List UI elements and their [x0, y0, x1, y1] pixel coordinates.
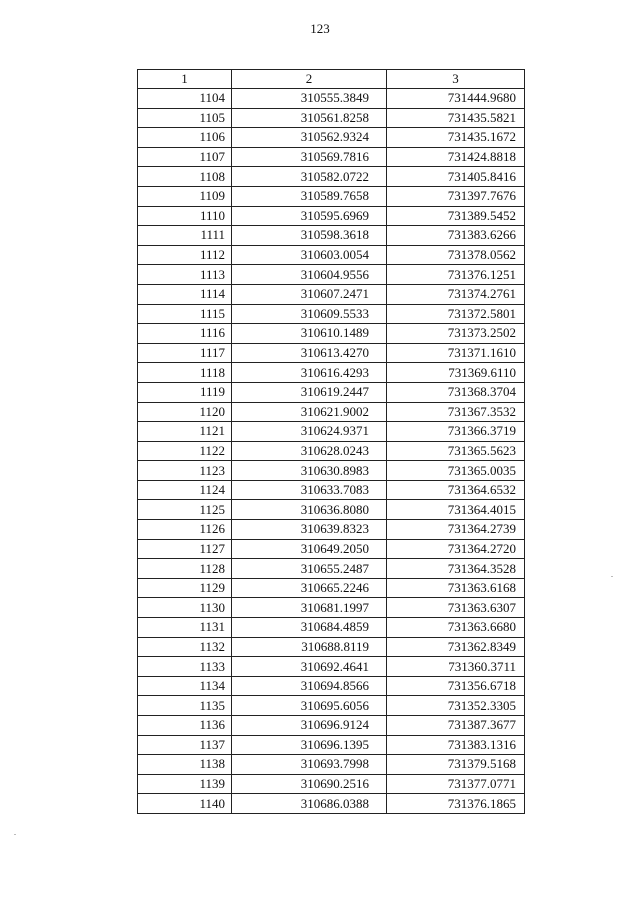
table-row	[138, 245, 525, 265]
table-row	[138, 422, 525, 442]
point-number-cell: 1105	[138, 108, 232, 128]
table-row	[138, 206, 525, 226]
y-coordinate-cell: 731356.6718	[387, 676, 525, 696]
y-coordinate-cell: 731372.5801	[387, 304, 525, 324]
point-number-cell: 1122	[138, 441, 232, 461]
y-coordinate-cell: 731363.6680	[387, 618, 525, 638]
table-row	[138, 755, 525, 775]
x-coordinate-cell: 310616.4293	[232, 363, 387, 383]
table-row	[138, 265, 525, 285]
y-coordinate-cell: 731435.5821	[387, 108, 525, 128]
y-coordinate-cell: 731424.8818	[387, 147, 525, 167]
point-number-cell: 1118	[138, 363, 232, 383]
point-number-cell: 1109	[138, 186, 232, 206]
table-row	[138, 284, 525, 304]
point-number-cell: 1134	[138, 676, 232, 696]
y-coordinate-cell: 731364.2720	[387, 539, 525, 559]
table-row	[138, 735, 525, 755]
x-coordinate-cell: 310649.2050	[232, 539, 387, 559]
table-row	[138, 441, 525, 461]
x-coordinate-cell: 310603.0054	[232, 245, 387, 265]
y-coordinate-cell: 731364.4015	[387, 500, 525, 520]
x-coordinate-cell: 310639.8323	[232, 520, 387, 540]
scan-speck	[611, 576, 613, 577]
point-number-cell: 1113	[138, 265, 232, 285]
table-row	[138, 716, 525, 736]
x-coordinate-cell: 310619.2447	[232, 382, 387, 402]
x-coordinate-cell: 310555.3849	[232, 89, 387, 109]
table-row	[138, 147, 525, 167]
y-coordinate-cell: 731352.3305	[387, 696, 525, 716]
point-number-cell: 1104	[138, 89, 232, 109]
column-header-3: 3	[387, 70, 525, 89]
point-number-cell: 1133	[138, 657, 232, 677]
table-row	[138, 637, 525, 657]
x-coordinate-cell: 310694.8566	[232, 676, 387, 696]
x-coordinate-cell: 310607.2471	[232, 284, 387, 304]
y-coordinate-cell: 731371.1610	[387, 343, 525, 363]
y-coordinate-cell: 731367.3532	[387, 402, 525, 422]
x-coordinate-cell: 310610.1489	[232, 324, 387, 344]
y-coordinate-cell: 731363.6307	[387, 598, 525, 618]
y-coordinate-cell: 731363.6168	[387, 578, 525, 598]
x-coordinate-cell: 310595.6969	[232, 206, 387, 226]
point-number-cell: 1106	[138, 128, 232, 148]
y-coordinate-cell: 731397.7676	[387, 186, 525, 206]
y-coordinate-cell: 731360.3711	[387, 657, 525, 677]
table-row	[138, 500, 525, 520]
y-coordinate-cell: 731383.6266	[387, 226, 525, 246]
point-number-cell: 1112	[138, 245, 232, 265]
x-coordinate-cell: 310686.0388	[232, 794, 387, 814]
table-row	[138, 598, 525, 618]
table-row	[138, 676, 525, 696]
table-row	[138, 618, 525, 638]
point-number-cell: 1126	[138, 520, 232, 540]
table-row	[138, 89, 525, 109]
x-coordinate-cell: 310696.9124	[232, 716, 387, 736]
x-coordinate-cell: 310681.1997	[232, 598, 387, 618]
table-row	[138, 402, 525, 422]
point-number-cell: 1107	[138, 147, 232, 167]
point-number-cell: 1117	[138, 343, 232, 363]
x-coordinate-cell: 310609.5533	[232, 304, 387, 324]
table-row	[138, 363, 525, 383]
x-coordinate-cell: 310613.4270	[232, 343, 387, 363]
table-body	[138, 89, 525, 814]
table-row	[138, 520, 525, 540]
point-number-cell: 1116	[138, 324, 232, 344]
y-coordinate-cell: 731383.1316	[387, 735, 525, 755]
x-coordinate-cell: 310598.3618	[232, 226, 387, 246]
table-row	[138, 343, 525, 363]
y-coordinate-cell: 731364.3528	[387, 559, 525, 579]
x-coordinate-cell: 310604.9556	[232, 265, 387, 285]
point-number-cell: 1128	[138, 559, 232, 579]
x-coordinate-cell: 310636.8080	[232, 500, 387, 520]
x-coordinate-cell: 310693.7998	[232, 755, 387, 775]
point-number-cell: 1115	[138, 304, 232, 324]
point-number-cell: 1140	[138, 794, 232, 814]
point-number-cell: 1130	[138, 598, 232, 618]
point-number-cell: 1124	[138, 480, 232, 500]
table-row	[138, 382, 525, 402]
y-coordinate-cell: 731435.1672	[387, 128, 525, 148]
table-row	[138, 696, 525, 716]
y-coordinate-cell: 731365.0035	[387, 461, 525, 481]
y-coordinate-cell: 731377.0771	[387, 774, 525, 794]
y-coordinate-cell: 731376.1865	[387, 794, 525, 814]
table-row	[138, 186, 525, 206]
table-row	[138, 128, 525, 148]
x-coordinate-cell: 310582.0722	[232, 167, 387, 187]
x-coordinate-cell: 310633.7083	[232, 480, 387, 500]
table-row	[138, 461, 525, 481]
table-row	[138, 794, 525, 814]
point-number-cell: 1120	[138, 402, 232, 422]
x-coordinate-cell: 310569.7816	[232, 147, 387, 167]
x-coordinate-cell: 310628.0243	[232, 441, 387, 461]
column-header-1: 1	[138, 70, 232, 89]
table-row	[138, 578, 525, 598]
y-coordinate-cell: 731387.3677	[387, 716, 525, 736]
y-coordinate-cell: 731389.5452	[387, 206, 525, 226]
table-row	[138, 774, 525, 794]
table-row	[138, 480, 525, 500]
point-number-cell: 1121	[138, 422, 232, 442]
table-row	[138, 539, 525, 559]
page-number: 123	[310, 21, 330, 36]
point-number-cell: 1119	[138, 382, 232, 402]
y-coordinate-cell: 731362.8349	[387, 637, 525, 657]
scan-speck	[14, 834, 16, 835]
table-row	[138, 167, 525, 187]
x-coordinate-cell: 310692.4641	[232, 657, 387, 677]
y-coordinate-cell: 731376.1251	[387, 265, 525, 285]
x-coordinate-cell: 310621.9002	[232, 402, 387, 422]
column-header-2: 2	[232, 70, 387, 89]
y-coordinate-cell: 731444.9680	[387, 89, 525, 109]
point-number-cell: 1139	[138, 774, 232, 794]
x-coordinate-cell: 310665.2246	[232, 578, 387, 598]
point-number-cell: 1131	[138, 618, 232, 638]
point-number-cell: 1123	[138, 461, 232, 481]
y-coordinate-cell: 731365.5623	[387, 441, 525, 461]
point-number-cell: 1125	[138, 500, 232, 520]
table-row	[138, 108, 525, 128]
point-number-cell: 1138	[138, 755, 232, 775]
y-coordinate-cell: 731374.2761	[387, 284, 525, 304]
point-number-cell: 1111	[138, 226, 232, 246]
x-coordinate-cell: 310690.2516	[232, 774, 387, 794]
table-row	[138, 657, 525, 677]
point-number-cell: 1136	[138, 716, 232, 736]
x-coordinate-cell: 310589.7658	[232, 186, 387, 206]
table-row	[138, 559, 525, 579]
table-header-row	[138, 70, 525, 89]
point-number-cell: 1137	[138, 735, 232, 755]
x-coordinate-cell: 310561.8258	[232, 108, 387, 128]
table-row	[138, 304, 525, 324]
point-number-cell: 1108	[138, 167, 232, 187]
x-coordinate-cell: 310655.2487	[232, 559, 387, 579]
y-coordinate-cell: 731364.6532	[387, 480, 525, 500]
x-coordinate-cell: 310562.9324	[232, 128, 387, 148]
y-coordinate-cell: 731364.2739	[387, 520, 525, 540]
y-coordinate-cell: 731369.6110	[387, 363, 525, 383]
point-number-cell: 1129	[138, 578, 232, 598]
x-coordinate-cell: 310696.1395	[232, 735, 387, 755]
y-coordinate-cell: 731379.5168	[387, 755, 525, 775]
y-coordinate-cell: 731366.3719	[387, 422, 525, 442]
coordinates-table	[137, 69, 525, 814]
table-row	[138, 226, 525, 246]
x-coordinate-cell: 310695.6056	[232, 696, 387, 716]
y-coordinate-cell: 731373.2502	[387, 324, 525, 344]
x-coordinate-cell: 310624.9371	[232, 422, 387, 442]
x-coordinate-cell: 310630.8983	[232, 461, 387, 481]
point-number-cell: 1114	[138, 284, 232, 304]
point-number-cell: 1135	[138, 696, 232, 716]
y-coordinate-cell: 731405.8416	[387, 167, 525, 187]
y-coordinate-cell: 731368.3704	[387, 382, 525, 402]
point-number-cell: 1132	[138, 637, 232, 657]
y-coordinate-cell: 731378.0562	[387, 245, 525, 265]
x-coordinate-cell: 310688.8119	[232, 637, 387, 657]
x-coordinate-cell: 310684.4859	[232, 618, 387, 638]
table-row	[138, 324, 525, 344]
point-number-cell: 1110	[138, 206, 232, 226]
point-number-cell: 1127	[138, 539, 232, 559]
